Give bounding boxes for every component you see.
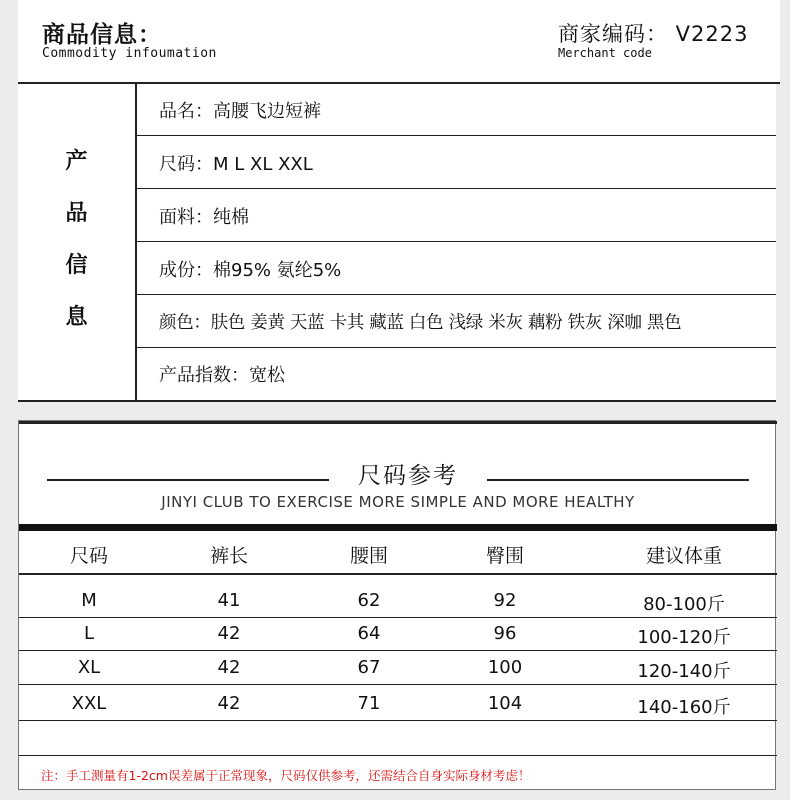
cell-length: 42: [217, 693, 241, 714]
table-row: [19, 724, 777, 756]
cell-waist: 71: [357, 693, 381, 714]
size-reference-subtitle: JINYI CLUB TO EXERCISE MORE SIMPLE AND MORE HEALTHY: [161, 493, 635, 511]
side-label-char: 信: [65, 253, 88, 278]
size-reference-panel: [18, 420, 776, 790]
cell-waist: 67: [357, 657, 381, 678]
cell-length: 41: [217, 590, 241, 611]
cell-size: XL: [77, 657, 101, 678]
cell-waist: 62: [357, 590, 381, 611]
cell-hip: 100: [487, 657, 523, 678]
title-rule-left: [47, 479, 329, 481]
commodity-info-subtitle: Commodity infoumation: [42, 46, 217, 61]
info-row-text: 成份：棉95% 氨纶5%: [159, 260, 342, 281]
cell-weight: 80-100斤: [643, 594, 725, 615]
cell-size: XXL: [71, 693, 107, 714]
side-label-char: 品: [65, 201, 88, 226]
cell-weight: 140-160斤: [637, 697, 731, 718]
table-row: [19, 619, 777, 651]
info-row-fabric: [137, 190, 776, 242]
cell-size: M: [81, 590, 97, 611]
cell-hip: 96: [493, 623, 517, 644]
header-size: 尺码: [69, 545, 108, 567]
merchant-code-title: 商家编码： V2223: [558, 22, 749, 46]
header-weight: 建议体重: [645, 545, 722, 567]
info-row-colors: [137, 296, 776, 348]
info-row-text: 品名：高腰飞边短裤: [159, 101, 321, 122]
cell-waist: 64: [357, 623, 381, 644]
side-label-char: 息: [65, 305, 88, 330]
info-row-composition: [137, 243, 776, 295]
header-hip: 臀围: [485, 545, 524, 567]
cell-weight: 100-120斤: [637, 627, 731, 648]
info-row-text: 面料：纯棉: [159, 207, 249, 228]
cell-length: 42: [217, 623, 241, 644]
commodity-header: [18, 0, 780, 84]
side-label-char: 产: [65, 149, 88, 174]
title-rule-right: [487, 479, 749, 481]
table-row: [19, 689, 777, 721]
merchant-code-subtitle: Merchant code: [558, 46, 652, 60]
table-row: [19, 653, 777, 685]
header-waist: 腰围: [349, 545, 388, 567]
cell-length: 42: [217, 657, 241, 678]
info-row-size: [137, 137, 776, 189]
info-row-name: [137, 84, 776, 136]
info-row-index: [137, 348, 776, 400]
measurement-note: 注：手工测量有1-2cm误差属于正常现象，尺码仅供参考，还需结合自身实际身材考虑！: [41, 768, 531, 783]
cell-hip: 104: [487, 693, 523, 714]
size-reference-title: 尺码参考: [358, 463, 458, 489]
info-row-text: 产品指数：宽松: [159, 365, 285, 386]
commodity-info-title: 商品信息：: [42, 22, 162, 48]
info-row-text: 尺码：M L XL XXL: [159, 154, 313, 175]
table-row: [19, 586, 777, 618]
cell-weight: 120-140斤: [637, 661, 731, 682]
panel-top-divider: [19, 421, 777, 424]
info-row-text: 颜色：肤色 姜黄 天蓝 卡其 藏蓝 白色 浅绿 米灰 藕粉 铁灰 深咖 黑色: [159, 313, 682, 333]
cell-hip: 92: [493, 590, 517, 611]
product-info-side-label: [18, 84, 137, 400]
product-info-table: [18, 84, 776, 402]
header-length: 裤长: [209, 545, 248, 567]
table-top-divider: [19, 524, 777, 531]
size-table-header: [19, 531, 777, 575]
cell-size: L: [83, 623, 95, 644]
